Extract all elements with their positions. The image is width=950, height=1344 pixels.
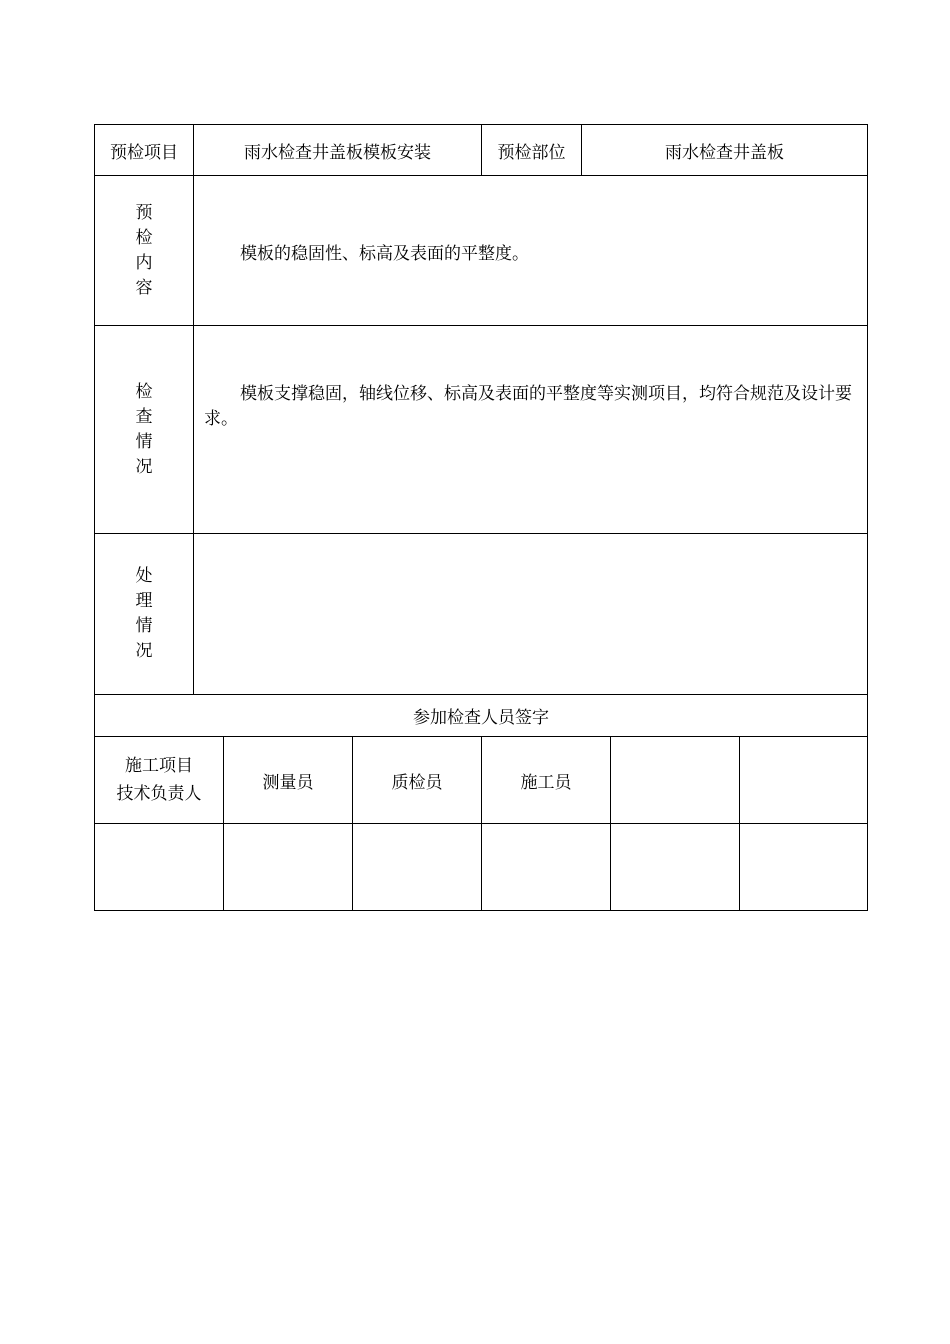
- inspection-form: [94, 124, 868, 911]
- role-blank-1: [611, 737, 740, 824]
- signature-title-row: [95, 695, 868, 737]
- signature-cell[interactable]: [353, 824, 482, 911]
- handling-label: 处 理 情 况: [95, 534, 194, 695]
- location-value: 雨水检查井盖板: [665, 142, 785, 163]
- inspection-text: 模板支撑稳固，轴线位移、标高及表面的平整度等实测项目，均符合规范及设计要求。: [204, 384, 852, 429]
- inspection-row: [95, 326, 868, 534]
- signature-cell[interactable]: [611, 824, 740, 911]
- role-surveyor: 测量员: [224, 737, 353, 824]
- signature-roles-row: [95, 737, 868, 824]
- signature-cell[interactable]: [95, 824, 224, 911]
- role-tech-lead: 施工项目 技术负责人: [95, 737, 224, 824]
- location-label: 预检部位: [482, 125, 582, 175]
- signature-cell[interactable]: [482, 824, 611, 911]
- content-label: 预 检 内 容: [95, 176, 194, 326]
- signature-cell[interactable]: [740, 824, 868, 911]
- role-constructor: 施工员: [482, 737, 611, 824]
- handling-row: [95, 534, 868, 695]
- inspection-label: 检 查 情 况: [95, 326, 194, 534]
- handling-text: [194, 534, 868, 695]
- signature-sign-row: [95, 824, 868, 911]
- role-quality-inspector: 质检员: [353, 737, 482, 824]
- item-value: 雨水检查井盖板模板安装: [194, 125, 482, 176]
- item-label: 预检项目: [95, 125, 194, 176]
- role-blank-2: [740, 737, 868, 824]
- signature-cell[interactable]: [224, 824, 353, 911]
- content-text: 模板的稳固性、标高及表面的平整度。: [240, 244, 529, 264]
- content-row: [95, 176, 868, 326]
- signature-title: 参加检查人员签字: [95, 695, 868, 737]
- header-row: [95, 125, 868, 176]
